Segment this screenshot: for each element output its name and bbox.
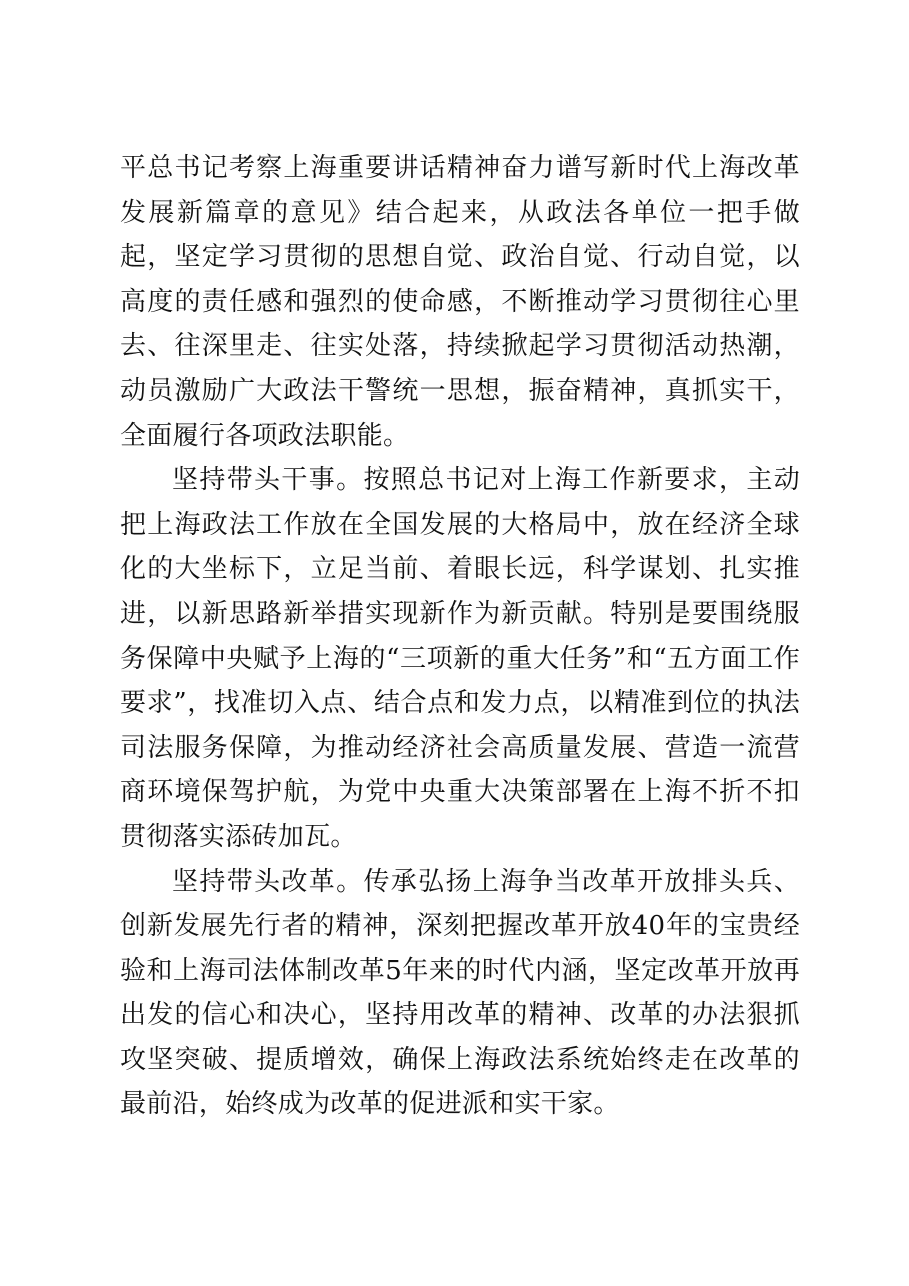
paragraph-3: 坚持带头改革。传承弘扬上海争当改革开放排头兵、创新发展先行者的精神，深刻把握改革开放40年的宝贵经验和上海司法体制改革5年来的时代内涵，坚定改革开放再出发的信心和决心，坚持用改革的精神、改革的办法狠抓攻坚突破、提质增效，确保上海政法系统始终走在改革的最前沿，始终成为改革的促进派和实干家。 <box>120 866 800 1120</box>
paragraph-2: 坚持带头干事。按照总书记对上海工作新要求，主动把上海政法工作放在全国发展的大格局中，放在经济全球化的大坐标下，立足当前、着眼长远，科学谋划、扎实推进，以新思路新举措实现新作为新贡献。特别是要围绕服务保障中央赋予上海的“三项新的重大任务”和“五方面工作要求”，找准切入点、结合点和发力点，以精准到位的执法司法服务保障，为推动经济社会高质量发展、营造一流营商环境保驾护航，为党中央重大决策部署在上海不折不扣贯彻落实添砖加瓦。 <box>120 465 800 852</box>
body-text <box>120 146 800 1127</box>
paragraph-1: 平总书记考察上海重要讲话精神奋力谱写新时代上海改革发展新篇章的意见》结合起来，从政法各单位一把手做起，坚定学习贯彻的思想自觉、政治自觉、行动自觉，以高度的责任感和强烈的使命感，不断推动学习贯彻往心里去、往深里走、往实处落，持续掀起学习贯彻活动热潮，动员激励广大政法干警统一思想，振奋精神，真抓实干，全面履行各项政法职能。 <box>120 153 800 451</box>
